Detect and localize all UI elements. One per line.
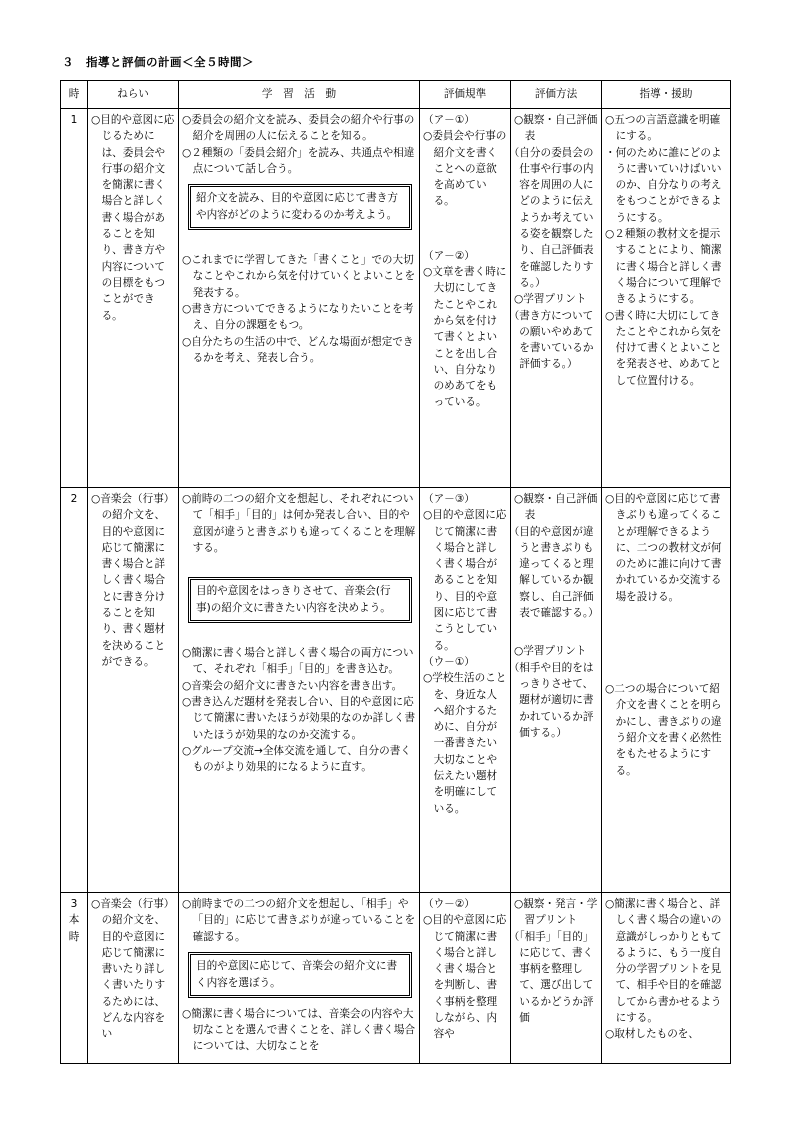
section-heading: ３ 指導と評価の計画＜全５時間＞	[62, 55, 254, 69]
period-char: 本	[68, 914, 80, 927]
instruction-evaluation-plan-table	[60, 80, 731, 1064]
method-note: （自分の委員会の仕事や行事の内容を周囲の人にどのように伝えようか考えている姿を観察したり、自己評価表を確認したりする。）	[508, 146, 594, 289]
period-char: 3	[70, 898, 78, 910]
aim-text: ○音楽会（行事）の紹介文を、目的や意図に応じて簡潔に書く場合と詳しく書く場合とに書き分けることを知り、書く題材を決めることができる。	[91, 493, 175, 668]
method-item: ○観察・自己評価表	[514, 493, 598, 522]
aim-cell	[88, 109, 179, 488]
table-row	[61, 893, 731, 1064]
criteria-tag: （ア－③）	[423, 493, 475, 505]
method-item: ○学習プリント	[514, 645, 587, 658]
activity-item: ○これまでに学習してきた「書くこと」での大切なことやこれから気を付けていくとよいことを発表する。	[182, 254, 416, 299]
criteria-cell	[420, 109, 511, 488]
support-item: ○簡潔に書く場合と、詳しく書く場合の違いの意識がしっかりともてるように、もう一度自分の学習プリントを見て、相手や目的を確認してから書かせるようにする。	[605, 898, 722, 1025]
criteria-text: ○目的や意図に応じて簡潔に書く場合と詳しく書く場合とを判断し、書く事柄を整理しながら、内容や	[423, 914, 507, 1041]
header-support: 指導・援助	[602, 81, 731, 109]
activities-cell	[179, 109, 420, 488]
activity-item: ○音楽会の紹介文に書きたい内容を書き出す。	[182, 679, 403, 692]
activity-item: ○書き込んだ題材を発表し合い、目的や意図に応じて簡潔に書いたほうが効果的なのか詳しく書いたほうが効果的なのか交流する。	[182, 696, 416, 741]
criteria-tag: （ア－①）	[423, 114, 475, 126]
activity-item: ○簡潔に書く場合については、音楽会の内容や大切なことを選んで書くことを、詳しく書く場合については、大切なことを	[182, 1007, 416, 1053]
method-note: （「相手」「目的」に応じて、書く事柄を整理して、選び出しているかどうか評価	[508, 930, 594, 1025]
criteria-tag: （ウ－①）	[423, 655, 475, 668]
support-item: ○書く時に大切にしてきたことやこれから気を付けて書くとよいことを発表させ、めあてとして位置付ける。	[605, 309, 722, 387]
lesson-goal-box: 目的や意図をはっきりさせて、音楽会(行事)の紹介文に書きたい内容を決めよう。	[188, 577, 412, 623]
method-cell	[508, 488, 602, 893]
support-item: ○２種類の教材文を提示することにより、簡潔に書く場合と詳しく書く場合について理解できるようにする。	[605, 228, 722, 306]
lesson-goal-box: 紹介文を読み、目的や意図に応じて書き方や内容がどのように変わるのか考えよう。	[188, 184, 412, 230]
support-cell	[602, 488, 731, 893]
criteria-text: ○委員会や行事の紹介文を書くことへの意欲を高めている。	[423, 130, 507, 208]
aim-text: ○目的や意図に応じるためには、委員会や行事の紹介文を簡潔に書く場合と詳しく書く場合があることを知り、書き方や内容についての目標をもつことができる。	[91, 114, 175, 322]
criteria-tag: （ア－②）	[423, 249, 475, 262]
table-row	[61, 488, 731, 893]
table-row	[61, 109, 731, 488]
period-cell	[61, 893, 88, 1064]
activity-item: ○自分たちの生活の中で、どんな場面が想定できるかを考え、発表し合う。	[182, 335, 414, 364]
activity-item: ○前時の二つの紹介文を想起し、それぞれについて「相手」「目的」は何か発表し合い、目的や意図が違うと書きぶりも違ってくることを理解する。	[182, 493, 416, 554]
method-note: （相手や目的をはっきりさせて、題材が適切に書かれているか評価する。）	[508, 661, 594, 739]
criteria-cell	[420, 893, 511, 1064]
support-item: ○目的や意図に応じて書きぶりも違ってくることが理解できるように、二つの教材文が何のために誰に向けて書かれているか交流する場を設ける。	[605, 493, 722, 603]
method-cell	[508, 893, 602, 1064]
header-activities: 学 習 活 動	[179, 81, 420, 109]
activity-item: ○グループ交流→全体交流を通して、自分の書くものがより効果的になるように直す。	[182, 744, 411, 774]
activities-cell	[179, 488, 420, 893]
support-item: ・何のために誰にどのように書いていけばいいのか、自分なりの考えをもつことができるようにする。	[605, 146, 722, 224]
activity-item: ○委員会の紹介文を読み、委員会の紹介や行事の紹介を周囲の人に伝えることを知る。	[182, 114, 415, 143]
aim-text: ○音楽会（行事）の紹介文を、目的や意図に応じて簡潔に書いたり詳しく書いたりするためには、どんな内容をい	[91, 898, 175, 1041]
criteria-text: ○目的や意図に応じて簡潔に書く場合と詳しく書く場合があることを知り、目的や意図に応じて書こうとしている。	[423, 509, 507, 652]
method-item: ○観察・自己評価表	[514, 114, 598, 143]
aim-cell	[88, 893, 179, 1064]
support-cell	[602, 109, 731, 488]
period-cell: 2	[61, 488, 88, 893]
support-item: ○取材したものを、	[605, 1028, 699, 1041]
method-item: ○学習プリント	[514, 293, 587, 306]
table-header-row	[61, 81, 731, 109]
support-item: ○五つの言語意識を明確にする。	[605, 114, 721, 143]
header-aim: ねらい	[88, 81, 179, 109]
criteria-text: ○文章を書く時に大切にしてきたことやこれから気を付けて書くとよいことを出し合い、自分なりのめあてをもっている。	[423, 266, 507, 409]
method-note: （目的や意図が違うと書きぶりも違ってくると理解しているか観察し、自己評価表で確認する。）	[508, 525, 599, 620]
method-item: ○観察・発言・学習プリント	[514, 898, 598, 927]
activity-item: ○書き方についてできるようになりたいことを考え、自分の課題をもつ。	[182, 303, 414, 332]
period-cell: 1	[61, 109, 88, 488]
period-char: 時	[68, 930, 80, 943]
support-cell	[602, 893, 731, 1064]
activity-item: ○２種類の「委員会紹介」を読み、共通点や相違点について話し合う。	[182, 146, 415, 175]
activity-item: ○前時までの二つの紹介文を想起し、「相手」や「目的」に応じて書きぶりが違っていることを確認する。	[182, 898, 416, 943]
criteria-text: ○学校生活のことを、身近な人へ紹介するために、自分が一番書きたい大切なことや伝えたい題材を明確にしている。	[423, 672, 507, 815]
method-cell	[508, 109, 602, 488]
header-period: 時	[61, 81, 88, 109]
activities-cell	[179, 893, 420, 1064]
criteria-cell	[420, 488, 511, 893]
lesson-goal-box: 目的や意図に応じて、音楽会の紹介文に書く内容を選ぼう。	[188, 952, 412, 998]
criteria-tag: （ウ－②）	[423, 898, 475, 910]
header-method: 評価方法	[511, 81, 602, 109]
activity-item: ○簡潔に書く場合と詳しく書く場合の両方について、それぞれ「相手」「目的」を書き込む。	[182, 647, 414, 676]
aim-cell	[88, 488, 179, 893]
support-item: ○二つの場合について紹介文を書くことを明らかにし、書きぶりの違う紹介文を書く必然性をもたせるようにする。	[605, 683, 722, 777]
method-note: （書き方についての願いやめあてを書いているか評価する。）	[508, 309, 594, 371]
header-criteria: 評価規準	[420, 81, 511, 109]
